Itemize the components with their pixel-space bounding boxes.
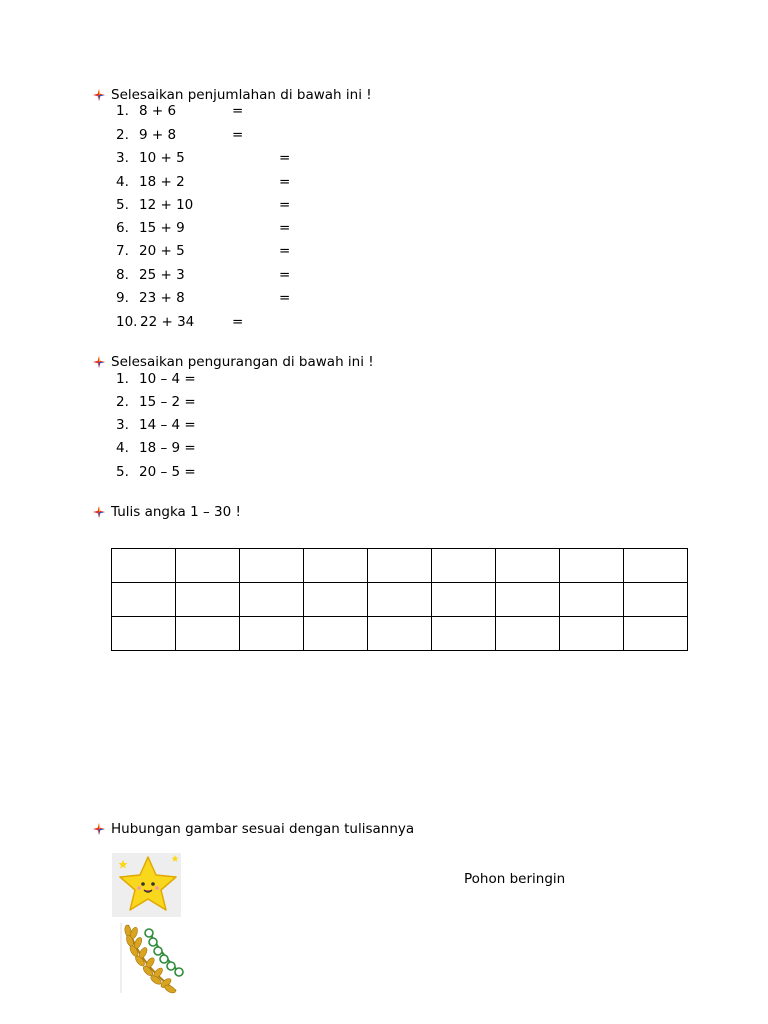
four-point-star-bullet-icon xyxy=(93,823,105,835)
item-expression: 10 – 4 = xyxy=(139,371,196,387)
number-writing-grid xyxy=(111,548,688,651)
write-numbers-title: Tulis angka 1 – 30 ! xyxy=(111,504,241,520)
item-expression: 14 – 4 = xyxy=(139,417,196,433)
item-expression: 9 + 8 xyxy=(139,127,177,143)
grid-cell[interactable] xyxy=(624,583,688,617)
addition-title: Selesaikan penjumlahan di bawah ini ! xyxy=(111,87,372,103)
item-equals: = xyxy=(232,127,244,143)
four-point-star-bullet-icon xyxy=(93,89,105,101)
item-number: 2. xyxy=(116,394,129,410)
item-equals: = xyxy=(279,150,291,166)
grid-cell[interactable] xyxy=(240,583,304,617)
grid-cell[interactable] xyxy=(176,549,240,583)
grid-cell[interactable] xyxy=(304,583,368,617)
grid-cell[interactable] xyxy=(432,549,496,583)
grid-cell[interactable] xyxy=(496,617,560,651)
grid-cell[interactable] xyxy=(624,617,688,651)
grid-cell[interactable] xyxy=(176,583,240,617)
item-number: 4. xyxy=(116,174,129,190)
grid-cell[interactable] xyxy=(560,549,624,583)
grid-cell[interactable] xyxy=(304,549,368,583)
item-expression: 18 – 9 = xyxy=(139,440,196,456)
item-number: 7. xyxy=(116,243,129,259)
grid-cell[interactable] xyxy=(112,617,176,651)
star-picture[interactable] xyxy=(112,853,181,917)
subtraction-title: Selesaikan pengurangan di bawah ini ! xyxy=(111,354,374,370)
grid-row xyxy=(112,617,688,651)
grid-cell[interactable] xyxy=(496,583,560,617)
item-expression: 23 + 8 xyxy=(139,290,185,306)
item-expression: 25 + 3 xyxy=(139,267,185,283)
grid-cell[interactable] xyxy=(624,549,688,583)
item-expression: 12 + 10 xyxy=(139,197,194,213)
item-equals: = xyxy=(279,290,291,306)
item-number: 4. xyxy=(116,440,129,456)
item-number: 3. xyxy=(116,150,129,166)
item-equals: = xyxy=(232,103,244,119)
item-equals: = xyxy=(279,197,291,213)
item-expression: 8 + 6 xyxy=(139,103,177,119)
item-number: 10. xyxy=(116,314,138,330)
grid-cell[interactable] xyxy=(432,583,496,617)
grid-row xyxy=(112,549,688,583)
item-number: 1. xyxy=(116,371,129,387)
item-equals: = xyxy=(279,220,291,236)
item-number: 9. xyxy=(116,290,129,306)
item-expression: 15 + 9 xyxy=(139,220,185,236)
four-point-star-bullet-icon xyxy=(93,356,105,368)
item-expression: 10 + 5 xyxy=(139,150,185,166)
item-number: 8. xyxy=(116,267,129,283)
grid-cell[interactable] xyxy=(560,617,624,651)
grid-cell[interactable] xyxy=(368,549,432,583)
grid-cell[interactable] xyxy=(112,583,176,617)
item-number: 5. xyxy=(116,197,129,213)
item-number: 5. xyxy=(116,464,129,480)
item-equals: = xyxy=(279,267,291,283)
item-expression: 22 + 34 xyxy=(140,314,195,330)
item-equals: = xyxy=(279,243,291,259)
item-expression: 20 + 5 xyxy=(139,243,185,259)
item-number: 1. xyxy=(116,103,129,119)
grid-cell[interactable] xyxy=(368,617,432,651)
matching-label-pohon-beringin: Pohon beringin xyxy=(464,871,566,887)
matching-title: Hubungan gambar sesuai dengan tulisannya xyxy=(111,821,415,837)
grid-cell[interactable] xyxy=(240,549,304,583)
item-equals: = xyxy=(279,174,291,190)
item-expression: 15 – 2 = xyxy=(139,394,196,410)
item-number: 2. xyxy=(116,127,129,143)
item-expression: 20 – 5 = xyxy=(139,464,196,480)
grid-cell[interactable] xyxy=(176,617,240,651)
grid-cell[interactable] xyxy=(432,617,496,651)
grid-cell[interactable] xyxy=(496,549,560,583)
grid-cell[interactable] xyxy=(368,583,432,617)
grid-row xyxy=(112,583,688,617)
item-expression: 18 + 2 xyxy=(139,174,185,190)
four-point-star-bullet-icon xyxy=(93,506,105,518)
grid-cell[interactable] xyxy=(112,549,176,583)
grid-cell[interactable] xyxy=(240,617,304,651)
rice-cotton-picture[interactable] xyxy=(118,921,188,995)
grid-cell[interactable] xyxy=(304,617,368,651)
item-number: 6. xyxy=(116,220,129,236)
item-number: 3. xyxy=(116,417,129,433)
item-equals: = xyxy=(232,314,244,330)
grid-cell[interactable] xyxy=(560,583,624,617)
